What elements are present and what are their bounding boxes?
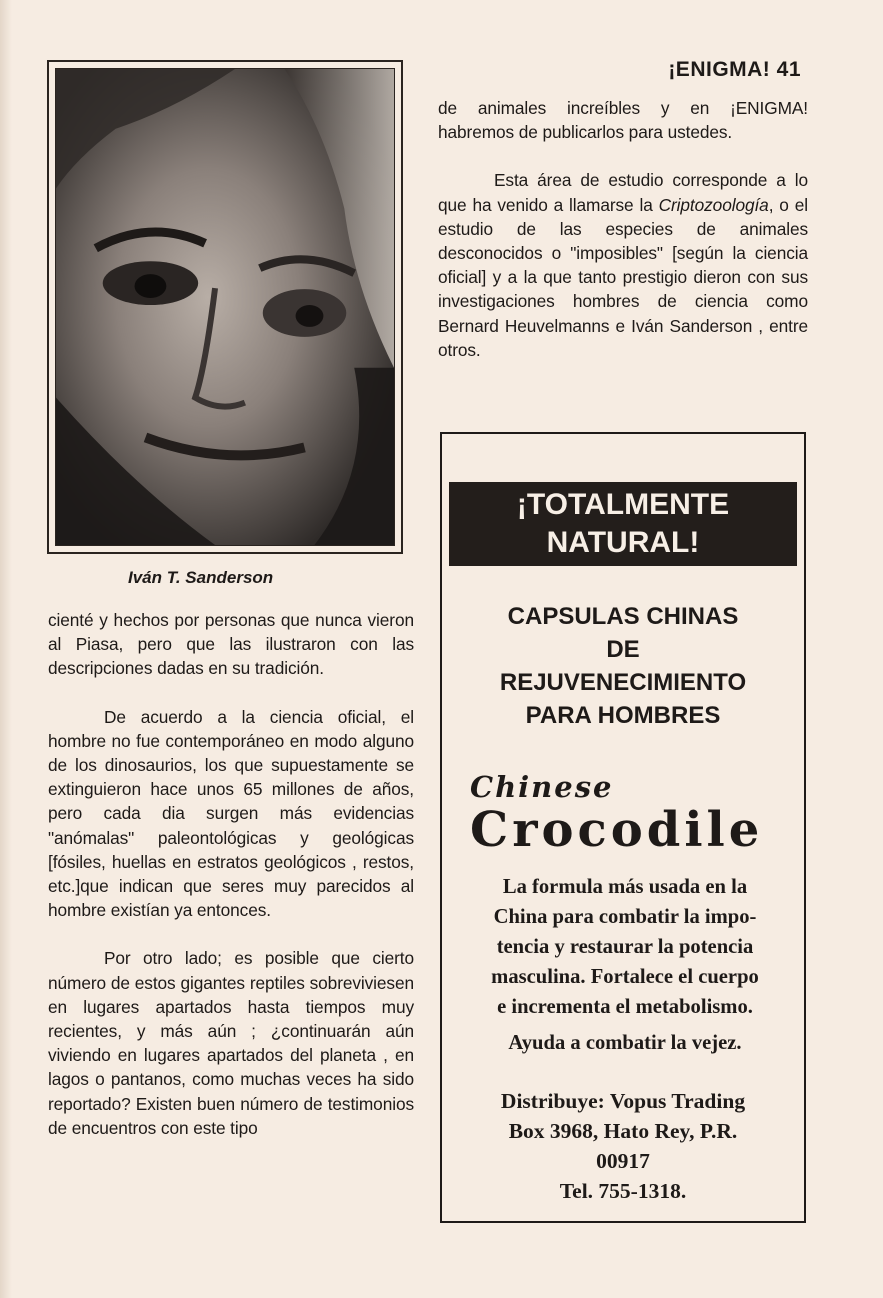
- left-paragraph-1: cienté y hechos por personas que nunca vieron al Piasa, pero que las ilustraron con las descripciones dadas en su tradición.: [48, 610, 414, 679]
- right-paragraph-2-after: , o el estudio de las especies de animales desconocidos o "imposibles" [según la ciencia oficial] y a la que tanto prestigio dieron con sus investigaciones hombres de ciencia como Bernard Heuvelmanns e Iván Sanderson , entre otros.: [438, 194, 808, 360]
- ad-body-line-1: La formula más usada en la: [502, 876, 748, 898]
- ad-headline-line-2: DE: [606, 636, 640, 663]
- portrait-image: [56, 69, 394, 545]
- ad-headline-line-4: PARA HOMBRES: [525, 702, 721, 729]
- brand-name-line-1: Chinese: [470, 770, 614, 804]
- ad-distributor-line-2: Box 3968, Hato Rey, P.R.: [508, 1119, 738, 1143]
- portrait-photo: [55, 68, 395, 546]
- cryptozoology-term: Criptozoología: [658, 194, 769, 215]
- ad-banner: [449, 482, 797, 566]
- right-paragraph-2-before: Esta área de estudio corresponde a lo que ha venido a llamarse la: [438, 170, 808, 215]
- right-column: [438, 96, 808, 362]
- brand-name-line-2: Crocodile: [470, 802, 764, 858]
- ad-headline-line-1: CAPSULAS CHINAS: [507, 603, 739, 630]
- ad-body-line-2: China para combatir la impo-: [493, 906, 757, 928]
- portrait-photo-frame: [47, 60, 403, 554]
- ad-body-line-5: e incrementa el metabolismo.: [497, 996, 753, 1018]
- ad-body-text: [460, 872, 790, 1058]
- advertisement-box: [440, 432, 806, 1223]
- photo-caption: Iván T. Sanderson: [128, 568, 274, 587]
- ad-banner-line-2: NATURAL!: [546, 526, 700, 559]
- ad-headline-line-3: REJUVENECIMIENTO: [499, 669, 747, 696]
- ad-distributor-line-1: Distribuye: Vopus Trading: [500, 1089, 746, 1113]
- ad-body-line-4: masculina. Fortalece el cuerpo: [491, 966, 759, 988]
- left-paragraph-2: De acuerdo a la ciencia oficial, el hombre no fue contemporáneo en modo alguno de los dinosaurios, los que supuestamente se extinguieron hace unos 65 millones de años, pero cada dia surgen más evidencias "anómalas" paleontológicas y geológicas [fósiles, huellas en estratos geológicos , restos, etc.]que indican que seres muy parecidos al hombre existían ya entonces.: [48, 706, 414, 921]
- ad-distributor-line-4: Tel. 755-1318.: [559, 1179, 687, 1203]
- page-edge: [0, 0, 12, 1298]
- ad-body-line-3: tencia y restaurar la potencia: [496, 936, 754, 958]
- ad-banner-line-1: ¡TOTALMENTE: [516, 488, 730, 521]
- ad-headline: [442, 600, 804, 732]
- right-paragraph-1: de animales increíbles y en ¡ENIGMA! habremos de publicarlos para ustedes.: [438, 98, 808, 143]
- page-header: ¡ENIGMA! 41: [668, 58, 801, 81]
- ad-distributor-line-3: 00917: [596, 1149, 650, 1173]
- left-paragraph-3: Por otro lado; es posible que cierto número de estos gigantes reptiles sobreviviesen en lugares apartados hasta tiempos muy recientes, y más aún ; ¿continuarán aún viviendo en lugares apartados del planeta , en lagos o pantanos, como muchas veces ha sido reportado? Existen buen número de testimonios de encuentros con este tipo: [48, 948, 414, 1138]
- right-paragraph-2: [438, 168, 808, 362]
- left-column: [48, 608, 414, 1140]
- ad-distributor: [442, 1086, 804, 1206]
- ad-body-line-6: Ayuda a combatir la vejez.: [508, 1032, 742, 1054]
